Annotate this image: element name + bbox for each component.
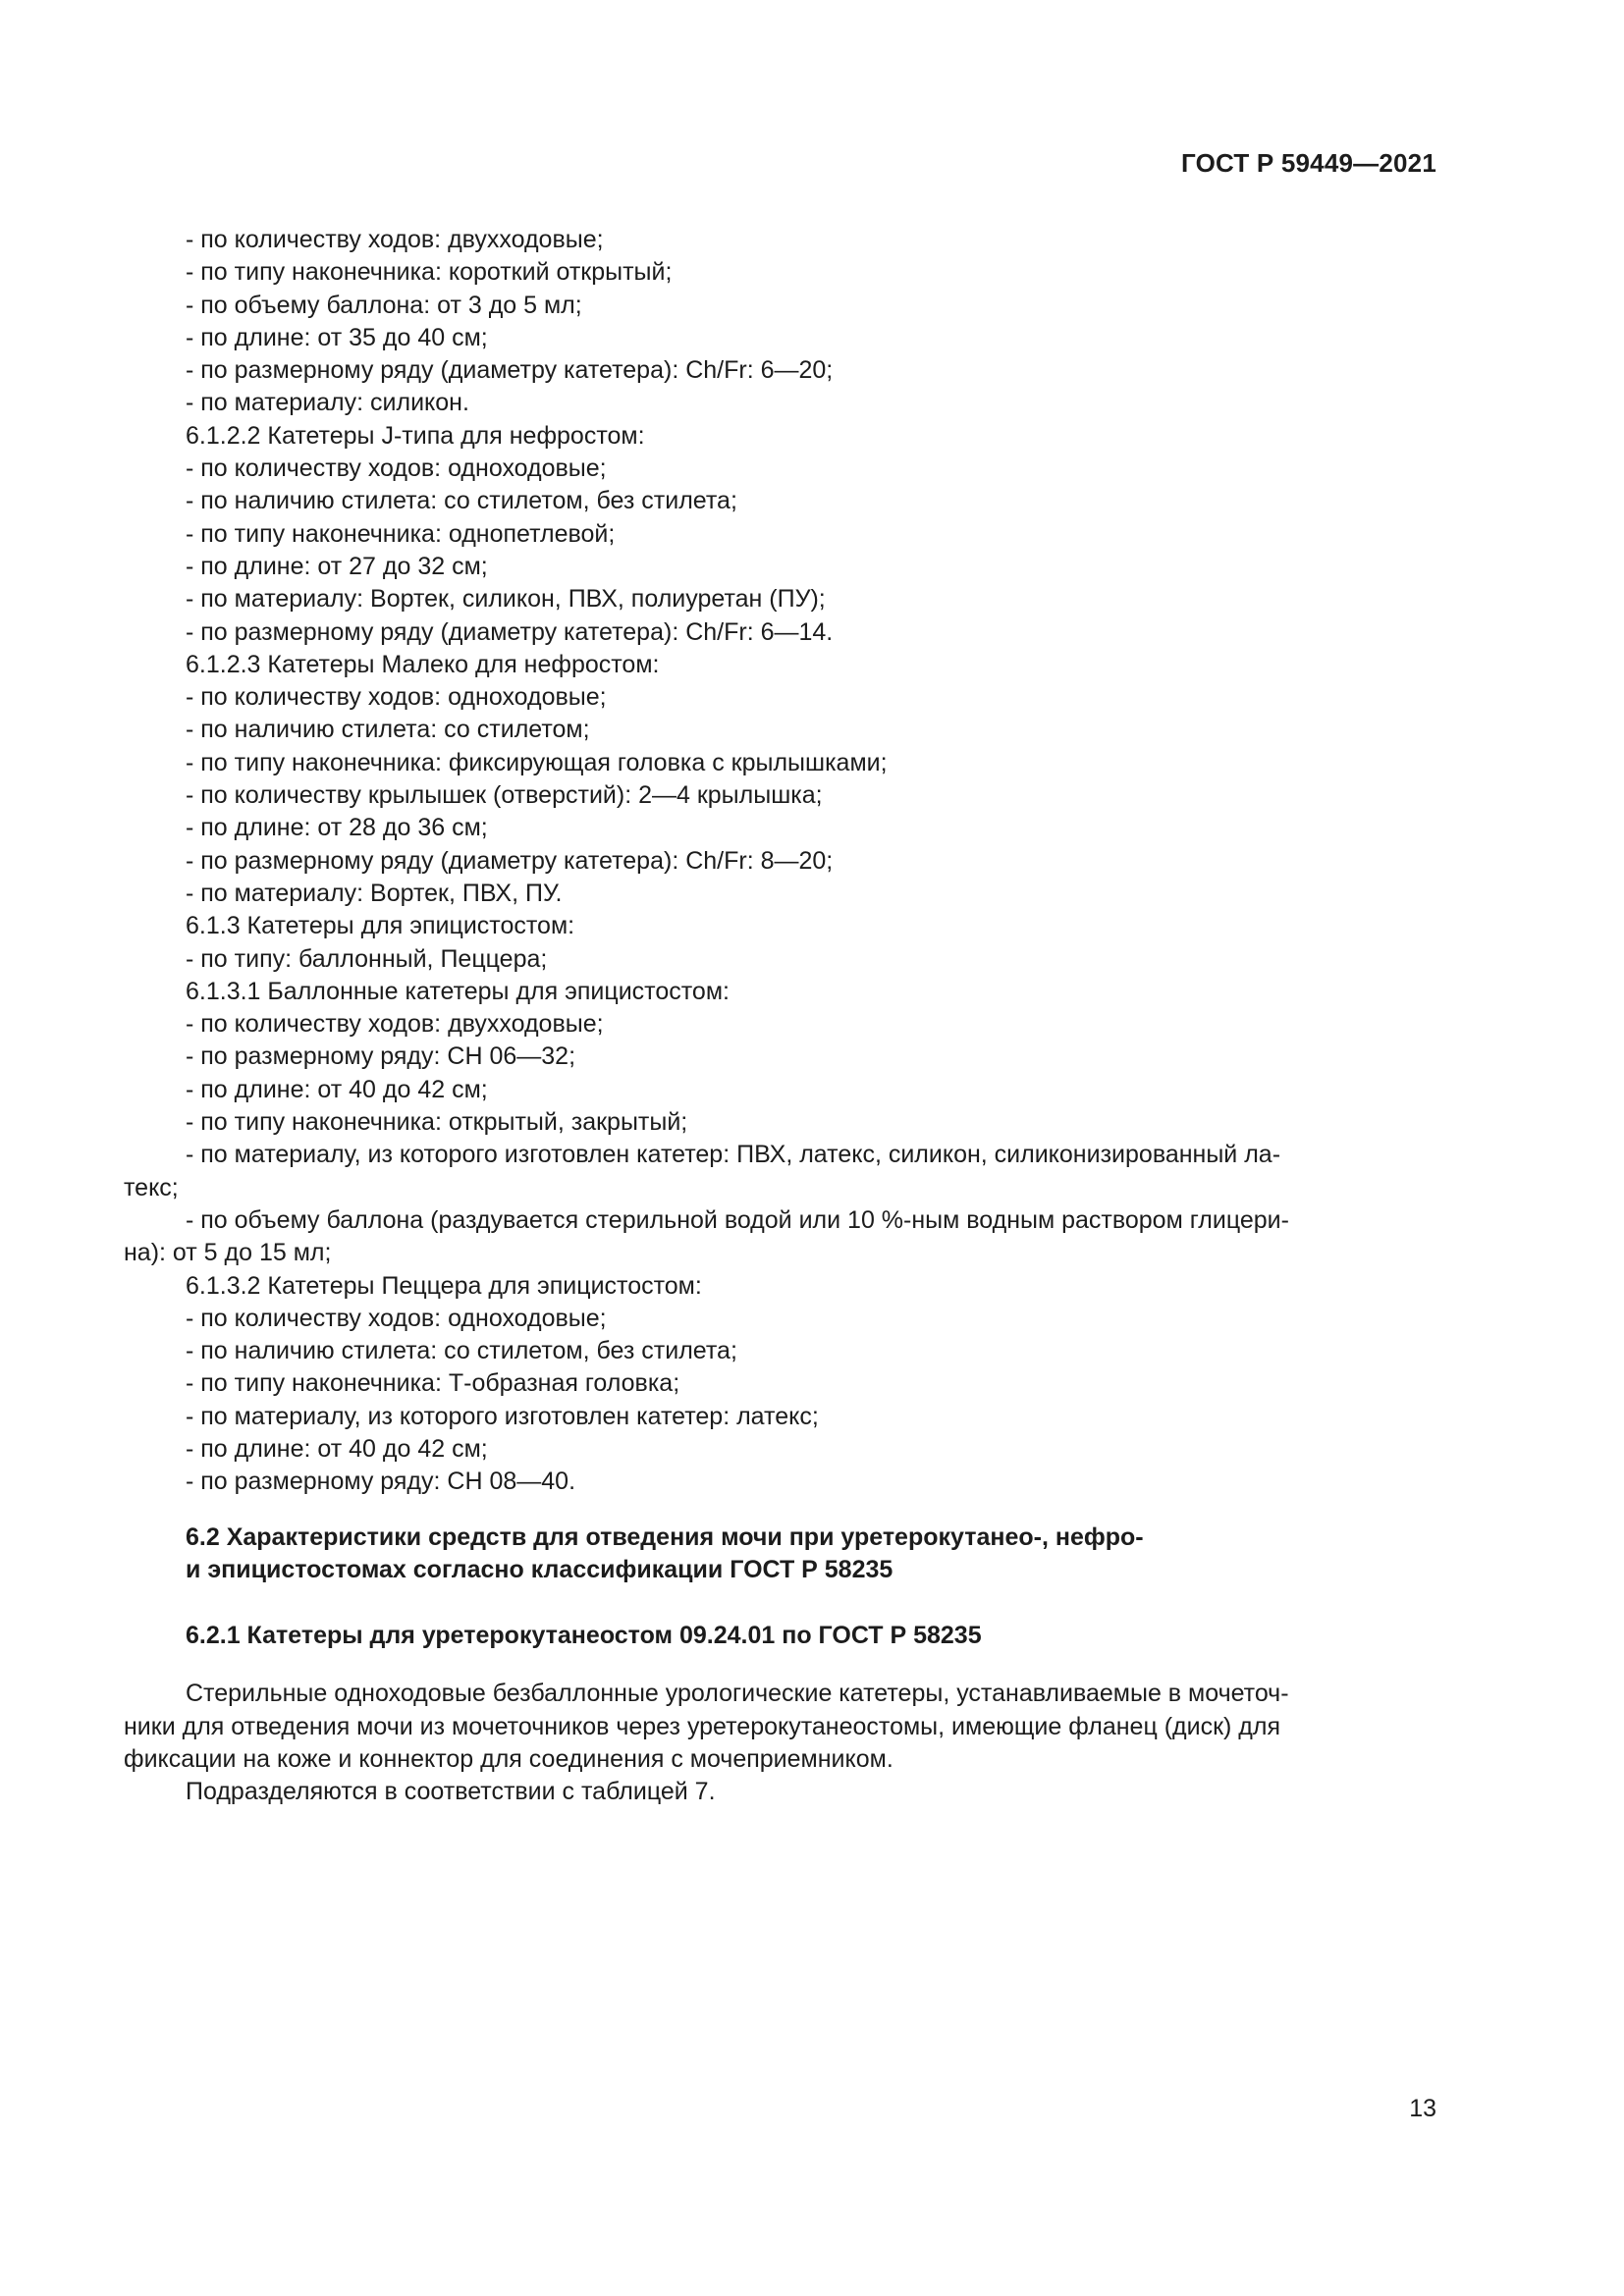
clause-line: - по количеству ходов: двухходовые;	[186, 1010, 604, 1039]
clause-list-6-1-2	[124, 224, 1436, 1139]
page-number: 13	[1409, 2095, 1436, 2122]
clause-line: 6.1.3.1 Баллонные катетеры для эпицистостом:	[186, 977, 730, 1005]
section-heading-6-2-line2: и эпицистостомах согласно классификации ГОСТ Р 58235	[186, 1555, 893, 1583]
material-item	[124, 1139, 1436, 1171]
clause-line: - по типу наконечника: короткий открытый;	[186, 258, 673, 287]
balloon-volume-item-continuation: на): от 5 до 15 мл;	[124, 1239, 332, 1267]
section-heading-6-2-1-text: 6.2.1 Катетеры для уретерокутанеостом 09.24.01 по ГОСТ Р 58235	[186, 1622, 982, 1650]
clause-line: - по наличию стилета: со стилетом, без стилета;	[186, 1337, 737, 1365]
clause-line: - по размерному ряду (диаметру катетера): Ch/Fr: 8—20;	[186, 846, 834, 875]
clause-line: - по длине: от 27 до 32 см;	[186, 552, 488, 580]
clause-line: 6.1.2.2 Катетеры J-типа для нефростом:	[186, 421, 645, 450]
clause-line: - по размерному ряду: СН 08—40.	[186, 1468, 576, 1496]
clause-line: - по длине: от 40 до 42 см;	[186, 1075, 488, 1103]
clause-line: - по наличию стилета: со стилетом;	[186, 716, 590, 744]
clause-line: - по размерному ряду (диаметру катетера): Ch/Fr: 6—14.	[186, 617, 834, 646]
clause-line: - по материалу, из которого изготовлен катетер: латекс;	[186, 1402, 819, 1430]
clause-line: - по размерному ряду: СН 06—32;	[186, 1042, 576, 1071]
clause-line: - по типу наконечника: открытый, закрытый;	[186, 1108, 688, 1137]
clause-line: - по количеству ходов: одноходовые;	[186, 683, 607, 712]
clause-line: - по типу наконечника: фиксирующая головка с крылышками;	[186, 748, 888, 776]
clause-line: - по объему баллона: от 3 до 5 мл;	[186, 291, 582, 319]
clause-line: - по размерному ряду (диаметру катетера): Ch/Fr: 6—20;	[186, 356, 834, 385]
balloon-volume-item	[124, 1204, 1436, 1237]
section-heading-6-2-line1: 6.2 Характеристики средств для отведения мочи при уретерокутанео-, нефро-	[186, 1522, 1144, 1551]
table-reference-paragraph: Подразделяются в соответствии с таблицей 7.	[186, 1778, 716, 1806]
clause-line: - по материалу: Вортек, силикон, ПВХ, полиуретан (ПУ);	[186, 585, 826, 614]
clause-line: - по количеству крылышек (отверстий): 2—4 крылышка;	[186, 781, 823, 810]
clause-line: - по типу наконечника: однопетлевой;	[186, 519, 616, 548]
clause-line: - по длине: от 40 до 42 см;	[186, 1434, 488, 1463]
clause-line: - по материалу: Вортек, ПВХ, ПУ.	[186, 879, 563, 907]
material-item-continuation: текс;	[124, 1173, 179, 1201]
clause-line: - по количеству ходов: одноходовые;	[186, 454, 607, 483]
clause-line: - по типу наконечника: Т-образная головка;	[186, 1369, 680, 1398]
section-heading-6-2-1	[124, 1620, 1436, 1652]
clause-line: 6.1.2.3 Катетеры Малеко для нефростом:	[186, 650, 660, 678]
clause-list-6-1-3-2	[124, 1270, 1436, 1499]
section-heading-6-2	[124, 1522, 1436, 1587]
sterile-paragraph-line2: ники для отведения мочи из мочеточников через уретерокутанеостомы, имеющие фланец (диск) для	[124, 1712, 1281, 1740]
document-body	[124, 224, 1436, 1809]
clause-line: - по материалу: силикон.	[186, 389, 469, 417]
material-item-text: - по материалу, из которого изготовлен катетер: ПВХ, латекс, силикон, силиконизированный ла-	[186, 1141, 1281, 1169]
clause-line: - по наличию стилета: со стилетом, без стилета;	[186, 487, 737, 515]
sterile-paragraph-line1: Стерильные одноходовые безбаллонные урологические катетеры, устанавливаемые в мочеточ-	[186, 1680, 1289, 1708]
clause-line: 6.1.3 Катетеры для эпицистостом:	[186, 912, 575, 940]
clause-line: 6.1.3.2 Катетеры Пеццера для эпицистостом:	[186, 1271, 702, 1300]
document-code-header: ГОСТ Р 59449—2021	[1181, 148, 1436, 178]
sterile-catheters-paragraph	[124, 1678, 1436, 1776]
sterile-paragraph-line3: фиксации на коже и коннектор для соединения с мочеприемником.	[124, 1745, 893, 1774]
clause-line: - по количеству ходов: двухходовые;	[186, 226, 604, 253]
clause-line: - по типу: баллонный, Пеццера;	[186, 944, 548, 973]
clause-line: - по длине: от 35 до 40 см;	[186, 323, 488, 351]
balloon-volume-item-text: - по объему баллона (раздувается стерильной водой или 10 %-ным водным раствором глицери-	[186, 1205, 1289, 1234]
clause-line: - по длине: от 28 до 36 см;	[186, 814, 488, 842]
clause-line: - по количеству ходов: одноходовые;	[186, 1304, 607, 1332]
